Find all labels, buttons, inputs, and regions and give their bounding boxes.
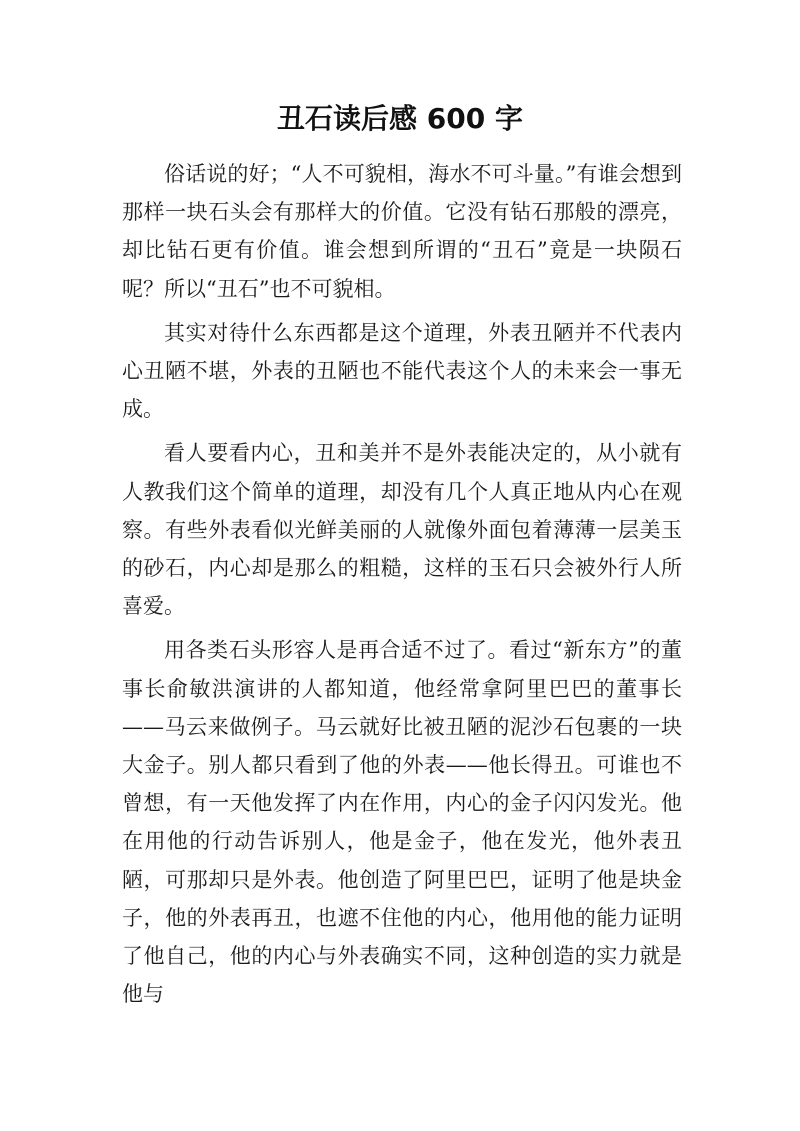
paragraph-1: 俗话说的好；“人不可貌相，海水不可斗量。”有谁会想到那样一块石头会有那样大的价值。它没有钻石那般的漂亮，却比钻石更有价值。谁会想到所谓的“丑石”竟是一块陨石呢？所以“丑石”也不可貌相。 xyxy=(122,162,682,301)
paragraph-2: 其实对待什么东西都是这个道理，外表丑陋并不代表内心丑陋不堪，外表的丑陋也不能代表这个人的未来会一事无成。 xyxy=(122,320,682,422)
paragraph-3: 看人要看内心，丑和美并不是外表能决定的，从小就有人教我们这个简单的道理，却没有几个人真正地从内心在观察。有些外表看似光鲜美丽的人就像外面包着薄薄一层美玉的砂石，内心却是那么的粗糙，这样的玉石只会被外行人所喜爱。 xyxy=(122,441,682,619)
document-body xyxy=(122,155,682,1019)
document-title: 丑石读后感 600 字 xyxy=(277,102,523,135)
paragraph-4: 用各类石头形容人是再合适不过了。看过“新东方”的董事长俞敏洪演讲的人都知道，他经常拿阿里巴巴的董事长——马云来做例子。马云就好比被丑陋的泥沙石包裹的一块大金子。别人都只看到了他的外表——他长得丑。可谁也不曾想，有一天他发挥了内在作用，内心的金子闪闪发光。他在用他的行动告诉别人，他是金子，他在发光，他外表丑陋，可那却只是外表。他创造了阿里巴巴，证明了他是块金子，他的外表再丑，也遮不住他的内心，他用他的能力证明了他自己，他的内心与外表确实不同，这种创造的实力就是他与 xyxy=(122,638,682,1007)
